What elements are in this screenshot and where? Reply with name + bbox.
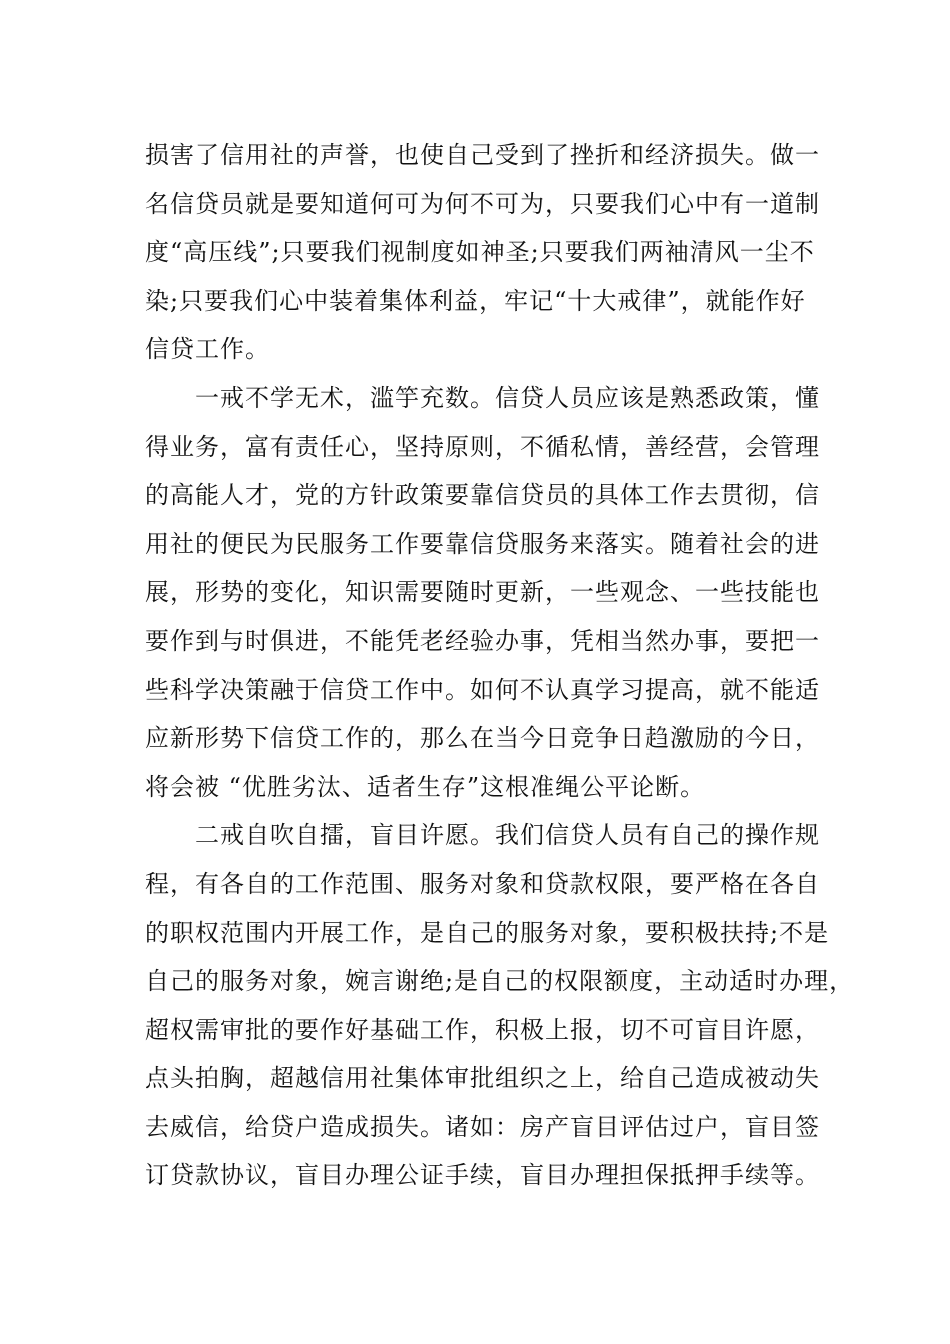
text-line: 的职权范围内开展工作，是自己的服务对象，要积极扶持;不是 <box>145 918 830 947</box>
body-text <box>145 131 855 1200</box>
text-line: 自己的服务对象，婉言谢绝;是自己的权限额度，主动适时办理， <box>145 967 855 996</box>
text-line: 染;只要我们心中装着集体利益，牢记“十大戒律”，就能作好 <box>145 286 806 315</box>
text-line: 些科学决策融于信贷工作中。如何不认真学习提高，就不能适 <box>145 675 820 704</box>
text-line: 应新形势下信贷工作的，那么在当今日竞争日趋激励的今日， <box>145 724 820 753</box>
text-line: 超权需审批的要作好基础工作，积极上报，切不可盲目许愿， <box>145 1015 820 1044</box>
text-line: 二戒自吹自擂，盲目许愿。我们信贷人员有自己的操作规 <box>145 821 820 850</box>
text-line: 展，形势的变化，知识需要随时更新，一些观念、一些技能也 <box>145 578 820 607</box>
text-line: 一戒不学无术，滥竽充数。信贷人员应该是熟悉政策，懂 <box>145 383 820 412</box>
text-line: 点头拍胸，超越信用社集体审批组织之上，给自己造成被动失 <box>145 1064 820 1093</box>
text-line: 损害了信用社的声誉，也使自己受到了挫折和经济损失。做一 <box>145 141 820 169</box>
text-line: 去威信，给贷户造成损失。诸如：房产盲目评估过户，盲目签 <box>145 1112 820 1141</box>
text-line: 订贷款协议，盲目办理公证手续，盲目办理担保抵押手续等。 <box>145 1161 820 1190</box>
text-line: 得业务，富有责任心，坚持原则，不循私情，善经营，会管理 <box>145 432 820 461</box>
text-line: 用社的便民为民服务工作要靠信贷服务来落实。随着社会的进 <box>145 529 820 558</box>
text-line: 将会被 “优胜劣汰、适者生存”这根准绳公平论断。 <box>145 772 706 801</box>
text-line: 度“高压线”;只要我们视制度如神圣;只要我们两袖清风一尘不 <box>145 238 815 267</box>
text-line: 信贷工作。 <box>145 335 270 364</box>
text-line: 的高能人才，党的方针政策要靠信贷员的具体工作去贯彻，信 <box>145 481 820 510</box>
text-line: 程，有各自的工作范围、服务对象和贷款权限，要严格在各自 <box>145 869 820 898</box>
text-line: 名信贷员就是要知道何可为何不可为，只要我们心中有一道制 <box>145 189 820 218</box>
text-line: 要作到与时俱进，不能凭老经验办事，凭相当然办事，要把一 <box>145 626 820 655</box>
